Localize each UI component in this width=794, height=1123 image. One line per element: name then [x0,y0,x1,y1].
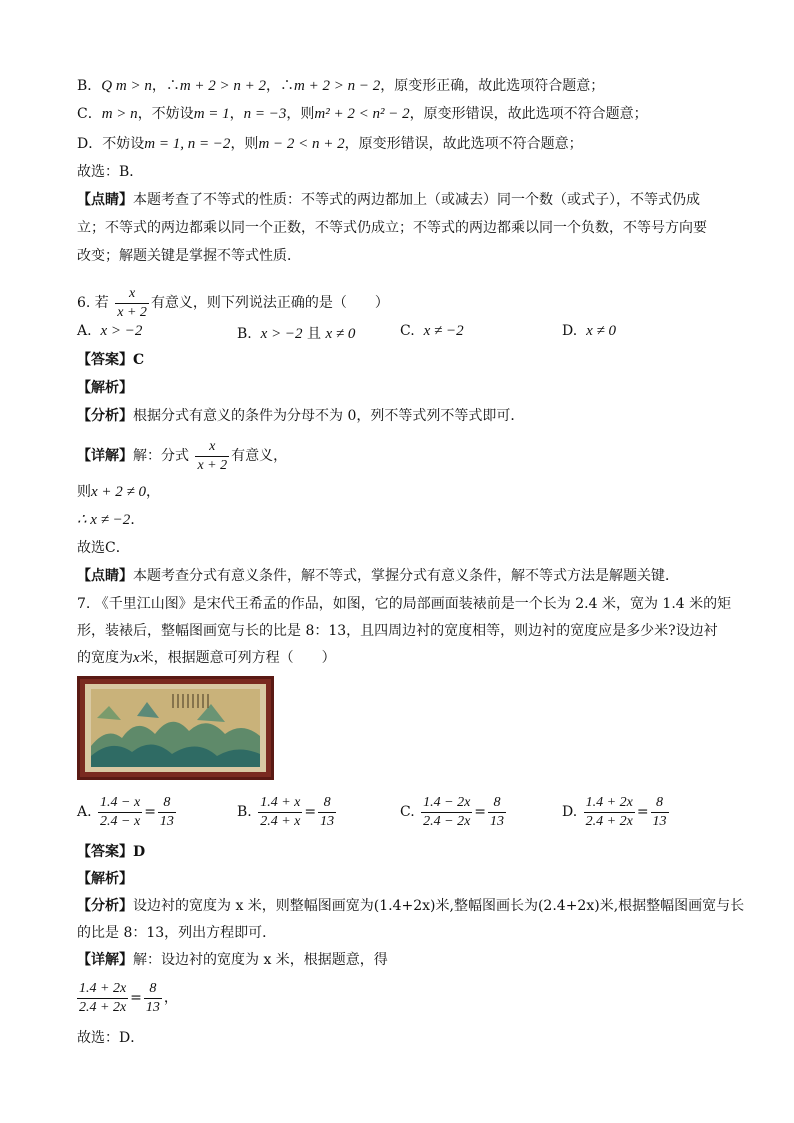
q7-stem-var: x [133,650,140,666]
q5-d-label: D．不妨设 [77,136,145,152]
q6-a-label: A. [77,323,92,339]
q7-stem-line1: 7. 《千里江山图》是宋代王希孟的作品，如图，它的局部画面装裱前是一个长为 2.4 米，宽为 1.4 米的矩 [77,596,732,612]
q7-option-b [237,792,338,832]
q6-frac-num: x [115,286,149,304]
q7-option-d [562,792,671,832]
q6-number: 6. 若 [77,295,109,311]
q7-analysis: 【解析】 [77,871,133,887]
q5-option-b [77,76,604,96]
q6-option-a [77,323,142,340]
q5-b-step1: m + 2 > n + 2 [179,78,267,94]
q7-c-rhs-num: 8 [488,795,506,813]
q6-fenxi-text: 根据分式有意义的条件为分母不为 0，列不等式列不等式即可． [133,408,525,424]
q7-a-num: 1.4 − x [98,795,142,813]
q6-xiangjie-pre: 解：分式 [133,448,189,464]
q6-fenxi-tag: 【分析】 [77,408,133,424]
q7-final-lhs [77,981,128,1016]
q6-stem-text: 有意义，则下列说法正确的是（ ） [150,295,389,311]
q7-final-tail: ， [163,990,178,1006]
q7-c-fraction [421,795,472,830]
q6-step1-post: ， [146,484,161,500]
q7-option-a [77,792,178,832]
q5-d-then: ，则 [230,136,259,152]
q7-c-num: 1.4 − 2x [421,795,472,813]
q6-c-label: C. [400,323,415,339]
q6-step1-expr: x + 2 ≠ 0 [91,484,147,500]
q6-option-d [562,323,616,340]
q7-final-num: 1.4 + 2x [77,981,128,999]
q5-c-m: m = 1 [193,106,230,122]
q7-stem-line2: 形，装裱后，整幅图画宽与长的比是 8：13，且四周边衬的宽度相等，则边衬的宽度应是多少米?设边衬 [77,623,718,639]
q7-b-label: B. [237,804,252,820]
q5-c-cond: m > n [101,106,138,122]
q6-comment-tag: 【点睛】 [77,568,133,584]
q5-c-n: n = −3 [243,106,287,122]
q5-c-comma: ， [229,106,244,122]
q6-fenxi [77,406,524,426]
q7-c-den: 2.4 − 2x [423,813,471,829]
q5-option-c [77,104,648,124]
q5-b-step2: m + 2 > n − 2 [294,78,381,94]
q7-b-rhs-den: 13 [320,813,335,829]
q6-c-text: x ≠ −2 [423,323,464,339]
q7-d-eq: = [636,804,649,820]
q5-d-vals: m = 1, n = −2 [144,136,231,152]
q7-answer: 【答案】D [77,844,146,860]
q6-b-mid: 且 [307,326,322,342]
q5-c-label: C． [77,106,102,122]
q5-comment-text1: 本题考查了不等式的性质：不等式的两边都加上（或减去）同一个数（或式子），不等式仍成 [133,192,700,208]
q6-step2-expr: ∴ x ≠ −2 [77,512,131,528]
q7-fenxi-line2: 的比是 8：13，列出方程即可． [77,925,277,941]
q5-b-premise: Q m > n [101,78,152,94]
q5-comment-line2: 立；不等式的两边都乘以同一个正数，不等式仍成立；不等式的两边都乘以同一个负数，不等号方向要 [77,220,707,236]
q7-xiangjie [77,950,388,970]
q6-xiangjie-num: x [195,439,229,457]
q6-b-label: B. [237,326,252,342]
q7-final-den: 2.4 + 2x [79,999,127,1015]
q7-d-den: 2.4 + 2x [585,813,633,829]
q7-final-rhs-num: 8 [144,981,162,999]
q6-d-text: x ≠ 0 [586,323,616,339]
q6-b-text1: x > −2 [260,326,303,342]
landscape-painting-image [77,676,274,780]
q6-comment [77,566,679,586]
q7-d-num: 1.4 + 2x [584,795,635,813]
q7-b-fraction [258,795,302,830]
q7-fenxi-tag: 【分析】 [77,898,133,914]
q7-b-rhs-num: 8 [318,795,336,813]
q6-d-label: D. [562,323,578,339]
q6-frac-den: x + 2 [117,304,147,320]
q7-b-den: 2.4 + x [260,813,301,829]
q7-choice: 故选：D． [77,1030,145,1046]
q5-comment-tag: 【点睛】 [77,192,133,208]
q7-d-fraction [584,795,635,830]
q7-a-rhs-num: 8 [158,795,176,813]
q7-xiangjie-text: 解：设边衬的宽度为 x 米，根据题意，得 [133,952,388,968]
q5-b-tail: ，原变形正确，故此选项符合题意； [380,78,605,94]
q7-c-label: C. [400,804,415,820]
q6-answer: 【答案】C [77,352,145,368]
q7-c-eq: = [474,804,487,820]
q5-option-d [77,134,583,154]
q5-c-mid: ，不妨设 [137,106,194,122]
q5-b-label: B． [77,78,102,94]
q7-stem-line3 [77,648,336,668]
q7-final-equation [77,976,178,1020]
q6-step1-pre: 则 [77,484,91,500]
q7-fenxi-text1: 设边衬的宽度为 x 米，则整幅图画宽为(1.4+2x)米,整幅图画长为(2.4+2x)米,根据整幅图画宽与长 [133,898,745,914]
q7-final-rhs [144,981,162,1016]
q6-xiangjie-den: x + 2 [197,457,228,473]
q7-b-rhs [318,795,336,830]
q5-d-tail: ，原变形错误，故此选项不符合题意； [344,136,583,152]
q7-option-c [400,792,508,832]
q7-a-rhs [158,795,176,830]
q7-a-den: 2.4 − x [100,813,141,829]
q7-d-rhs-den: 13 [652,813,667,829]
q7-d-rhs-num: 8 [651,795,669,813]
q6-xiangjie-post: 有意义， [231,448,288,464]
q6-step2-post: ． [130,512,145,528]
q5-comment-line1 [77,190,700,210]
q6-comment-text: 本题考查分式有意义条件，解不等式，掌握分式有意义条件，解不等式方法是解题关键． [133,568,679,584]
q7-d-label: D. [562,804,578,820]
q6-xiangjie-fraction [195,439,229,474]
q5-b-sep1: ，∴ [151,78,180,94]
q5-b-sep2: ，∴ [266,78,295,94]
q7-b-eq: = [304,804,317,820]
q6-step1 [77,482,160,502]
q7-final-rhs-den: 13 [145,999,160,1015]
q7-stem-l3-post: 米，根据题意可列方程（ ） [139,650,336,666]
q6-a-text: x > −2 [100,323,143,339]
q6-stem [77,283,389,323]
q7-final-eq: = [130,990,142,1006]
q6-xiangjie-tag: 【详解】 [77,448,133,464]
q5-c-then: ，则 [286,106,315,122]
q5-comment-line3: 改变；解题关键是掌握不等式性质． [77,248,301,264]
q6-option-c [400,323,464,340]
q7-stem-l3-pre: 的宽度为 [77,650,133,666]
q7-a-label: A. [77,804,92,820]
q7-fenxi-line1 [77,896,744,916]
q6-b-text2: x ≠ 0 [325,326,356,342]
q6-choice: 故选C． [77,540,130,556]
q6-xiangjie [77,436,287,476]
q7-a-rhs-den: 13 [159,813,174,829]
q7-a-eq: = [144,804,156,820]
q7-c-rhs [488,795,506,830]
q5-c-tail: ，原变形错误，故此选项不符合题意； [409,106,648,122]
q7-a-fraction [98,795,142,830]
q6-step2 [77,510,144,530]
q7-xiangjie-tag: 【详解】 [77,952,133,968]
q6-analysis: 【解析】 [77,380,133,396]
q5-choice: 故选：B． [77,164,144,180]
q7-c-rhs-den: 13 [490,813,505,829]
q5-d-expr: m − 2 < n + 2 [258,136,345,152]
q5-c-expr: m² + 2 < n² − 2 [314,106,410,122]
q7-d-rhs [651,795,669,830]
q7-b-num: 1.4 + x [258,795,302,813]
q6-option-b [237,323,355,343]
q6-fraction [115,286,149,321]
